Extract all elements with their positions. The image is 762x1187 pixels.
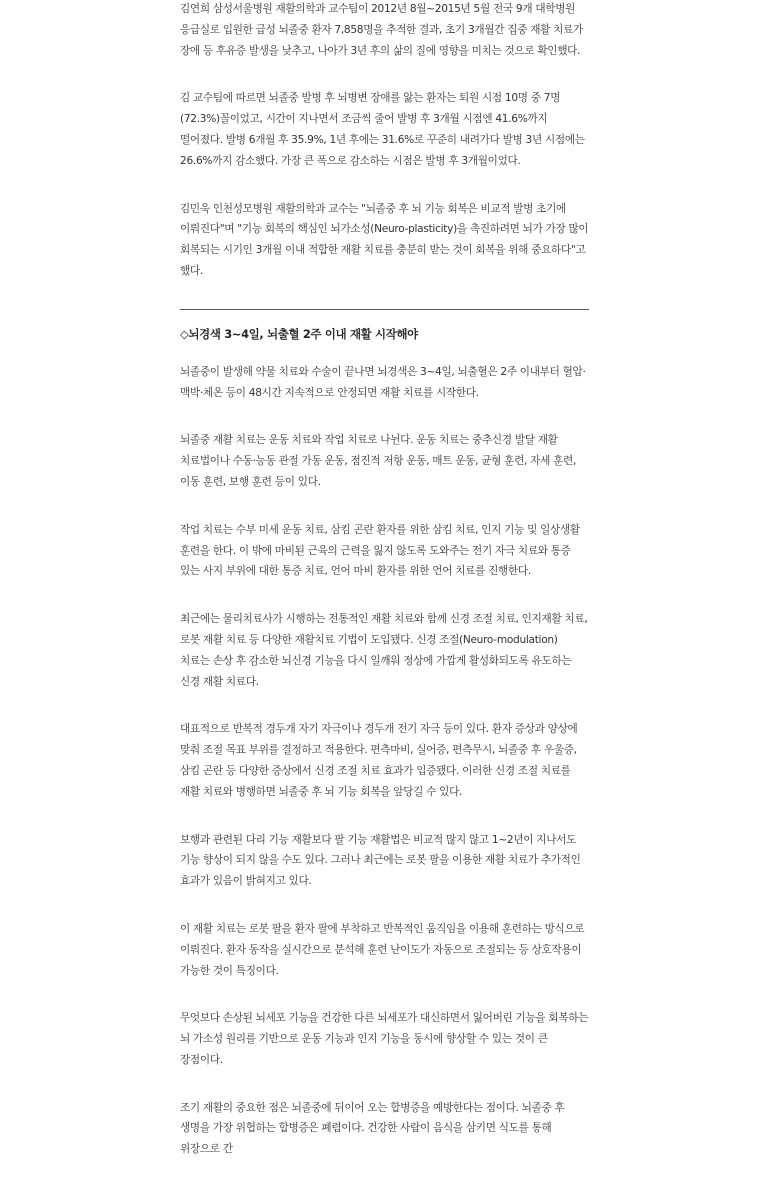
article-paragraph: 김민욱 인천성모병원 재활의학과 교수는 "뇌졸중 후 뇌 기능 회복은 비교적 발병 초기에 이뤄진다"며 "기능 회복의 핵심인 뇌가소성(Neuro-plasticity)을 촉진하려면 뇌가 가장 많이 회복되는 시기인 3개월 이내 적합한 재활 치료를 충분히 받는 것이 회복을 위해 중요하다"고 했다.	[180, 202, 589, 277]
article-paragraph: 작업 치료는 수부 미세 운동 치료, 삼킴 곤란 환자를 위한 삼킴 치료, 인지 기능 및 일상생활 훈련을 한다. 이 밖에 마비된 근육의 근력을 잃지 않도록 도와주는 전기 자극 치료와 통증 있는 사지 부위에 대한 통증 치료, 언어 마비 환자를 위한 언어 치료를 진행한다.	[180, 523, 580, 578]
article-paragraph: 보행과 관련된 다리 기능 재활보다 팔 기능 재활법은 비교적 많지 않고 1~2년이 지나서도 기능 향상이 되지 않을 수도 있다. 그러나 최근에는 로봇 팔을 이용한 재활 치료가 추가적인 효과가 있음이 밝혀지고 있다.	[180, 833, 581, 888]
article-paragraph: 뇌졸중이 발생해 약물 치료와 수술이 끝나면 뇌경색은 3~4일, 뇌출혈은 2주 이내부터 혈압·맥박·체온 등이 48시간 지속적으로 안정되면 재활 치료를 시작한다.	[180, 365, 586, 399]
article-paragraph: 김 교수팀에 따르면 뇌졸중 발병 후 뇌병변 장애를 앓는 환자는 퇴원 시점 10명 중 7명(72.3%)꼴이었고, 시간이 지나면서 조금씩 줄어 발병 후 3개월 시점엔 41.6%까지 떨어졌다. 발병 6개월 후 35.9%, 1년 후에는 31.6%로 꾸준히 내려가다 발병 3년 시점에는 26.6%까지 감소했다. 가장 큰 폭으로 감소하는 시점은 발병 후 3개월이었다.	[180, 92, 585, 167]
article-paragraph: 대표적으로 반복적 경두개 자기 자극이나 경두개 전기 자극 등이 있다. 환자 증상과 양상에 맞춰 조절 목표 부위를 결정하고 적용한다. 편측마비, 실어증, 편측무시, 뇌졸중 후 우울증, 삼킴 곤란 등 다양한 증상에서 신경 조절 치료 효과가 입증됐다. 이러한 신경 조절 치료를 재활 치료와 병행하면 뇌졸중 후 뇌 기능 회복을 앞당길 수 있다.	[180, 723, 578, 798]
article-paragraph: 무엇보다 손상된 뇌세포 기능을 건강한 다른 뇌세포가 대신하면서 잃어버린 기능을 회복하는 뇌 가소성 원리를 기반으로 운동 기능과 인지 기능을 동시에 향상할 수 있는 것이 큰 장점이다.	[180, 1012, 589, 1066]
article-paragraph: 뇌졸중 재활 치료는 운동 치료와 작업 치료로 나뉜다. 운동 치료는 중추신경 발달 재활 치료법이나 수동·능동 관절 가동 운동, 점진적 저항 운동, 매트 운동, 균형 훈련, 자세 훈련, 이동 훈련, 보행 훈련 등이 있다.	[180, 434, 577, 488]
section-divider	[180, 309, 589, 310]
article-paragraph: 김연희 삼성서울병원 재활의학과 교수팀이 2012년 8월~2015년 5월 전국 9개 대학병원 응급실로 입원한 급성 뇌졸중 환자 7,858명을 추적한 결과, 초기 3개월간 집중 재활 치료가 장애 등 후유증 발생을 낮추고, 나아가 3년 후의 삶의 질에 영향을 미치는 것으로 확인했다.	[180, 3, 583, 57]
article-paragraph: 이 재활 치료는 로봇 팔을 환자 팔에 부착하고 반복적인 움직임을 이용해 훈련하는 방식으로 이뤄진다. 환자 동작을 실시간으로 분석해 훈련 난이도가 자동으로 조절되는 등 상호작용이 가능한 것이 특징이다.	[180, 922, 585, 977]
article-body	[180, 0, 590, 1187]
section-subheading: ◇뇌경색 3~4일, 뇌출혈 2주 이내 재활 시작해야	[180, 326, 418, 341]
article-paragraph: 조기 재활의 중요한 점은 뇌졸중에 뒤이어 오는 합병증을 예방한다는 점이다. 뇌졸중 후 생명을 가장 위협하는 합병증은 폐렴이다. 건강한 사람이 음식을 삼키면 식도를 통해 위장으로 간	[180, 1101, 565, 1156]
article-paragraph: 최근에는 물리치료사가 시행하는 전통적인 재활 치료와 함께 신경 조절 치료, 인지재활 치료, 로봇 재활 치료 등 다양한 재활치료 기법이 도입됐다. 신경 조절(Neuro-modulation) 치료는 손상 후 감소한 뇌신경 기능을 다시 일깨워 정상에 가깝게 활성화되도록 유도하는 신경 재활 치료다.	[180, 613, 588, 688]
